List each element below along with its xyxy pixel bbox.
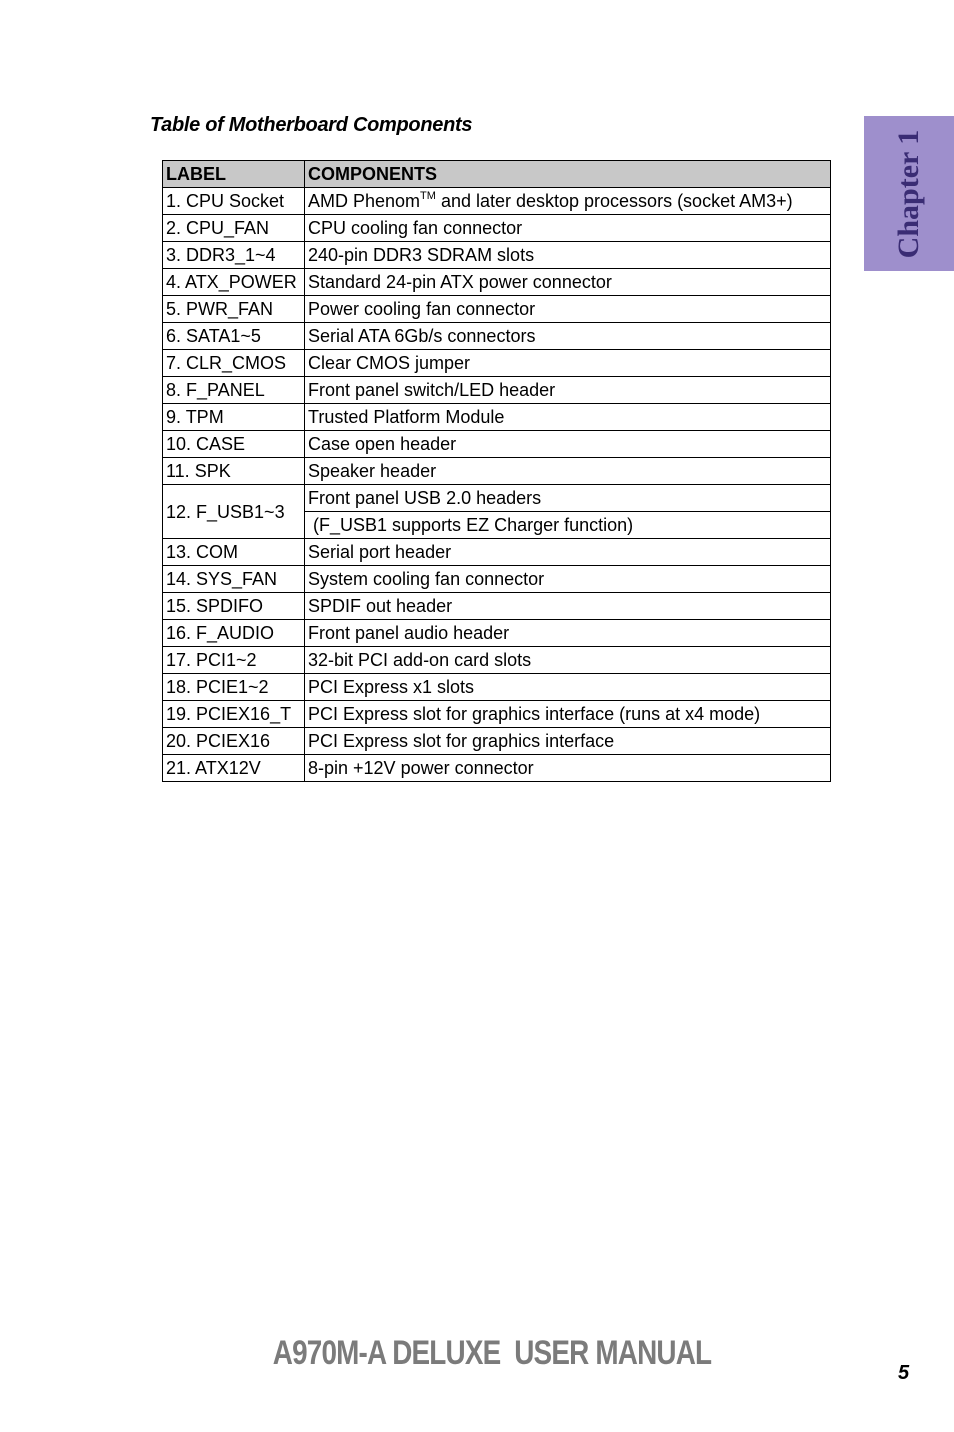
chapter-tab-label: Chapter 1 [892, 129, 925, 258]
row-label: 19. PCIEX16_T [163, 701, 305, 728]
chapter-tab [864, 116, 954, 271]
row-component: Front panel audio header [305, 620, 831, 647]
row-label: 16. F_AUDIO [163, 620, 305, 647]
row-component-line2: (F_USB1 supports EZ Charger function) [305, 512, 831, 539]
row-component: 8-pin +12V power connector [305, 755, 831, 782]
table-row [163, 458, 831, 485]
row-component [305, 188, 831, 215]
row-component: Case open header [305, 431, 831, 458]
row-label: 11. SPK [163, 458, 305, 485]
table-row [163, 674, 831, 701]
row-label: 17. PCI1~2 [163, 647, 305, 674]
table-row [163, 755, 831, 782]
row-label: 5. PWR_FAN [163, 296, 305, 323]
row-component: Power cooling fan connector [305, 296, 831, 323]
row-label: 13. COM [163, 539, 305, 566]
row-component: Serial ATA 6Gb/s connectors [305, 323, 831, 350]
section-title: Table of Motherboard Components [150, 114, 473, 136]
table-row [163, 566, 831, 593]
row-label: 18. PCIE1~2 [163, 674, 305, 701]
row-component: Trusted Platform Module [305, 404, 831, 431]
row-label: 21. ATX12V [163, 755, 305, 782]
row-label: 6. SATA1~5 [163, 323, 305, 350]
table-row [163, 377, 831, 404]
row-label: 20. PCIEX16 [163, 728, 305, 755]
row-component: 240-pin DDR3 SDRAM slots [305, 242, 831, 269]
row-label: 9. TPM [163, 404, 305, 431]
table-row [163, 539, 831, 566]
row-component: 32-bit PCI add-on card slots [305, 647, 831, 674]
table-row [163, 323, 831, 350]
row-component: Clear CMOS jumper [305, 350, 831, 377]
table-row [163, 701, 831, 728]
row-component: CPU cooling fan connector [305, 215, 831, 242]
row-label: 10. CASE [163, 431, 305, 458]
row-component: Serial port header [305, 539, 831, 566]
table-row [163, 620, 831, 647]
component-text-rest: and later desktop processors (socket AM3+) [435, 191, 793, 211]
row-label: 15. SPDIFO [163, 593, 305, 620]
row-label: 8. F_PANEL [163, 377, 305, 404]
row-component: System cooling fan connector [305, 566, 831, 593]
table-row [163, 188, 831, 215]
table-row [163, 269, 831, 296]
row-component: Front panel switch/LED header [305, 377, 831, 404]
components-table [162, 160, 831, 782]
row-label: 7. CLR_CMOS [163, 350, 305, 377]
row-label: 3. DDR3_1~4 [163, 242, 305, 269]
table-row [163, 431, 831, 458]
table-row [163, 728, 831, 755]
header-label: LABEL [163, 161, 305, 188]
component-text: AMD Phenom [308, 191, 421, 211]
table-row [163, 242, 831, 269]
row-component: PCI Express slot for graphics interface [305, 728, 831, 755]
table-row [163, 593, 831, 620]
row-component: Front panel USB 2.0 headers [305, 485, 831, 512]
table-header-row [163, 161, 831, 188]
row-component: PCI Express slot for graphics interface (runs at x4 mode) [305, 701, 831, 728]
row-label: 4. ATX_POWER [163, 269, 305, 296]
row-component: Standard 24-pin ATX power connector [305, 269, 831, 296]
row-component: SPDIF out header [305, 593, 831, 620]
table-row [163, 350, 831, 377]
table-row [163, 485, 831, 512]
row-component: Speaker header [305, 458, 831, 485]
table-row [163, 404, 831, 431]
trademark-sup: TM [420, 190, 436, 202]
row-label: 12. F_USB1~3 [163, 485, 305, 539]
page-number: 5 [898, 1362, 910, 1384]
table-row [163, 296, 831, 323]
row-label: 2. CPU_FAN [163, 215, 305, 242]
row-label: 14. SYS_FAN [163, 566, 305, 593]
table-row [163, 647, 831, 674]
header-components: COMPONENTS [305, 161, 831, 188]
row-label: 1. CPU Socket [163, 188, 305, 215]
row-component: PCI Express x1 slots [305, 674, 831, 701]
table-row [163, 215, 831, 242]
manual-title: A970M-A DELUXE USER MANUAL [272, 1334, 712, 1372]
